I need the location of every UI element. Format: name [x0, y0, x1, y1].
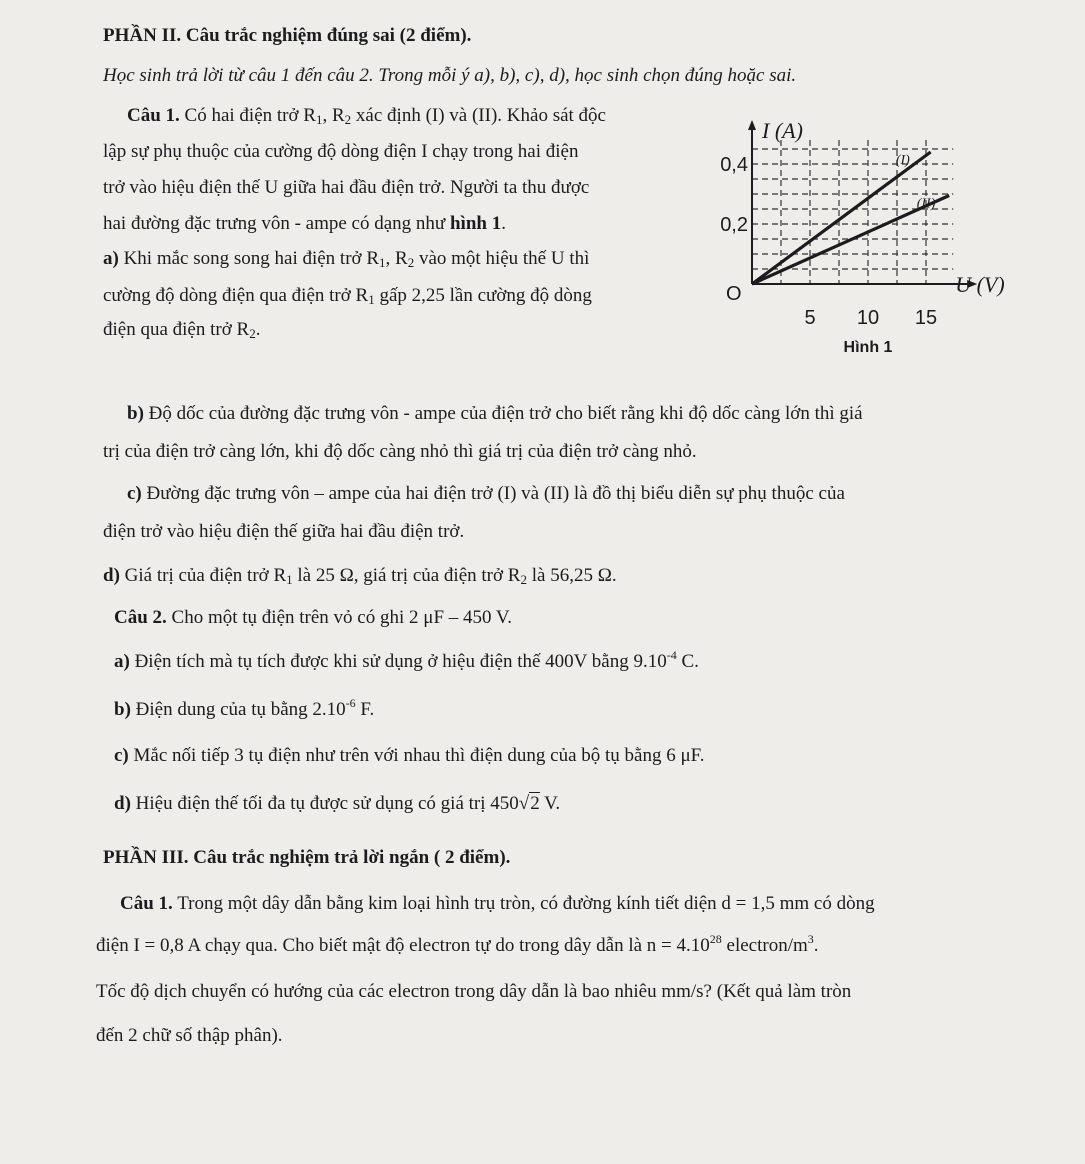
math-exponent: 28: [709, 932, 722, 946]
p3q1-text: Trong một dây dẫn bằng kim loại hình trụ tròn, có đường kính tiết diện: [172, 893, 722, 914]
option-d-label: d): [114, 793, 131, 814]
option-text: Điện dung của tụ bằng: [130, 699, 313, 720]
q2-stem: [114, 606, 512, 630]
q1-option-c-line1: [127, 482, 845, 506]
q1-option-b-line2: trị của điện trở càng lớn, khi độ dốc càng nhỏ thì giá trị của điện trở càng nhỏ.: [103, 441, 697, 462]
sub-1: 1: [379, 255, 386, 270]
q1-label: Câu 1.: [127, 105, 180, 126]
part2-instruction: Học sinh trả lời từ câu 1 đến câu 2. Trong mỗi ý a), b), c), d), học sinh chọn đúng hoặc sai.: [103, 65, 797, 86]
q1-option-a-line2: [103, 284, 592, 308]
option-text: .: [255, 319, 261, 340]
p3q1-line3: Tốc độ dịch chuyển có hướng của các electron trong dây dẫn là bao nhiêu mm/s? (Kết quả làm tròn: [96, 981, 852, 1002]
sub-1: 1: [315, 112, 323, 127]
q2-label: Câu 2.: [114, 607, 167, 628]
p3q1-line1: [120, 892, 875, 916]
math-value: 9.10: [633, 651, 667, 672]
series-line-I: [752, 152, 931, 284]
figure-ref: hình 1: [449, 213, 502, 234]
q1-stem-part: .: [501, 213, 506, 234]
option-text: Hiệu điện thế tối đa tụ được sử dụng có giá trị: [130, 793, 491, 814]
sub-2: 2: [407, 255, 415, 270]
option-a-label: a): [114, 651, 130, 672]
p3q1-text: electron/m: [721, 935, 808, 956]
sub-2: 2: [520, 572, 527, 587]
p3q1-text: chạy qua. Cho biết mật độ electron tự do trong dây dẫn là: [200, 935, 647, 956]
option-text: C.: [676, 651, 699, 672]
q1-stem-part: , R: [322, 105, 345, 126]
math-value: d = 1,5: [721, 893, 775, 914]
option-text: điện qua điện trở R: [103, 319, 250, 340]
series-label-II: (II): [916, 196, 936, 212]
math-exponent: 3: [807, 932, 814, 946]
part2-title: PHẦN II. Câu trắc nghiệm đúng sai (2 điểm).: [103, 25, 472, 46]
option-text: Đường đặc trưng vôn – ampe của hai điện trở (I) và (II) là đồ thị biểu diễn sự phụ thuộc của: [141, 483, 845, 504]
sqrt-symbol: √: [518, 793, 530, 814]
option-text: V.: [539, 793, 561, 814]
x-axis-label: U (V): [955, 272, 1005, 297]
math-value: n = 4.10: [646, 935, 710, 956]
q1-option-d: [103, 564, 617, 588]
math-exponent: -4: [666, 648, 677, 662]
option-text: vào một hiệu thế U thì: [414, 248, 590, 269]
x-tick-label: 10: [856, 307, 880, 329]
part3-title: PHẦN III. Câu trắc nghiệm trả lời ngắn ( 2 điểm).: [103, 847, 511, 868]
option-text: là 56,25 Ω.: [526, 565, 617, 586]
origin-label: O: [726, 283, 742, 305]
x-tick-label: 15: [914, 307, 938, 329]
option-text: Mắc nối tiếp 3 tụ điện như trên với nhau thì điện dung của bộ tụ bằng 6 μF.: [128, 745, 705, 766]
sub-1: 1: [368, 292, 375, 307]
math-value: I = 0,8 A: [133, 935, 201, 956]
q1-option-a-line1: [103, 247, 589, 271]
p3q1-text: mm có dòng: [774, 893, 875, 914]
math-exponent: -6: [345, 696, 356, 710]
p3q1-line4: đến 2 chữ số thập phân).: [96, 1025, 283, 1046]
q1-option-b-line1: [127, 402, 863, 426]
sub-1: 1: [286, 572, 293, 587]
q2-option-c: [114, 744, 704, 768]
q1-option-c-line2: điện trở vào hiệu điện thế giữa hai đầu điện trở.: [103, 521, 465, 542]
math-radicand: 2: [530, 793, 540, 814]
math-value: 2.10: [312, 699, 346, 720]
q1-stem-line1: [127, 104, 606, 128]
option-b-label: b): [114, 699, 131, 720]
option-text: gấp 2,25 lần cường độ dòng: [374, 285, 592, 306]
sub-2: 2: [249, 326, 256, 341]
y-axis-label: I (A): [762, 118, 803, 143]
series-label-I: (I): [895, 153, 910, 168]
option-c-label: c): [127, 483, 142, 504]
option-c-label: c): [114, 745, 129, 766]
math-value: 450: [490, 793, 519, 814]
q2-option-d: [114, 792, 560, 816]
option-d-label: d): [103, 565, 120, 586]
p3q1-label: Câu 1.: [120, 893, 173, 914]
q1-stem-part: hai đường đặc trưng vôn - ampe có dạng như: [103, 213, 450, 234]
option-b-label: b): [127, 403, 144, 424]
figure-caption: Hình 1: [843, 339, 893, 356]
option-text: Độ dốc của đường đặc trưng vôn - ampe của điện trở cho biết rằng khi độ dốc càng lớn thì giá: [143, 403, 863, 424]
q2-stem-text: Cho một tụ điện trên vỏ có ghi 2 μF – 450 V.: [166, 607, 512, 628]
option-text: , R: [385, 248, 408, 269]
p3q1-text: điện: [96, 935, 134, 956]
option-text: F.: [355, 699, 375, 720]
q2-option-b: [114, 698, 374, 722]
chart-labels: [720, 118, 1004, 356]
option-a-label: a): [103, 248, 119, 269]
x-tick-label: 5: [804, 307, 816, 329]
option-text: là 25 Ω, giá trị của điện trở R: [292, 565, 521, 586]
q1-stem-line3: trở vào hiệu điện thế U giữa hai đầu điện trở. Người ta thu được: [103, 177, 590, 198]
q2-option-a: [114, 650, 699, 674]
q1-stem-part: xác định (I) và (II). Khảo sát độc: [351, 105, 606, 126]
figure-iv-characteristic: [700, 108, 1040, 358]
option-text: Điện tích mà tụ tích được khi sử dụng ở hiệu điện thế 400V bằng: [129, 651, 634, 672]
sub-2: 2: [344, 112, 352, 127]
option-text: Khi mắc song song hai điện trở R: [118, 248, 380, 269]
option-text: Giá trị của điện trở R: [119, 565, 287, 586]
y-tick-label: 0,2: [720, 214, 748, 236]
q1-stem-part: Có hai điện trở R: [179, 105, 316, 126]
q1-option-a-line3: [103, 318, 260, 342]
p3q1-text: .: [813, 935, 819, 956]
p3q1-line2: [96, 934, 819, 958]
y-axis-arrow-icon: [748, 120, 756, 130]
q1-stem-line2: lập sự phụ thuộc của cường độ dòng điện I chạy trong hai điện: [103, 141, 579, 162]
option-text: cường độ dòng điện qua điện trở R: [103, 285, 369, 306]
q1-stem-line4: [103, 212, 506, 236]
y-tick-label: 0,4: [720, 154, 748, 176]
